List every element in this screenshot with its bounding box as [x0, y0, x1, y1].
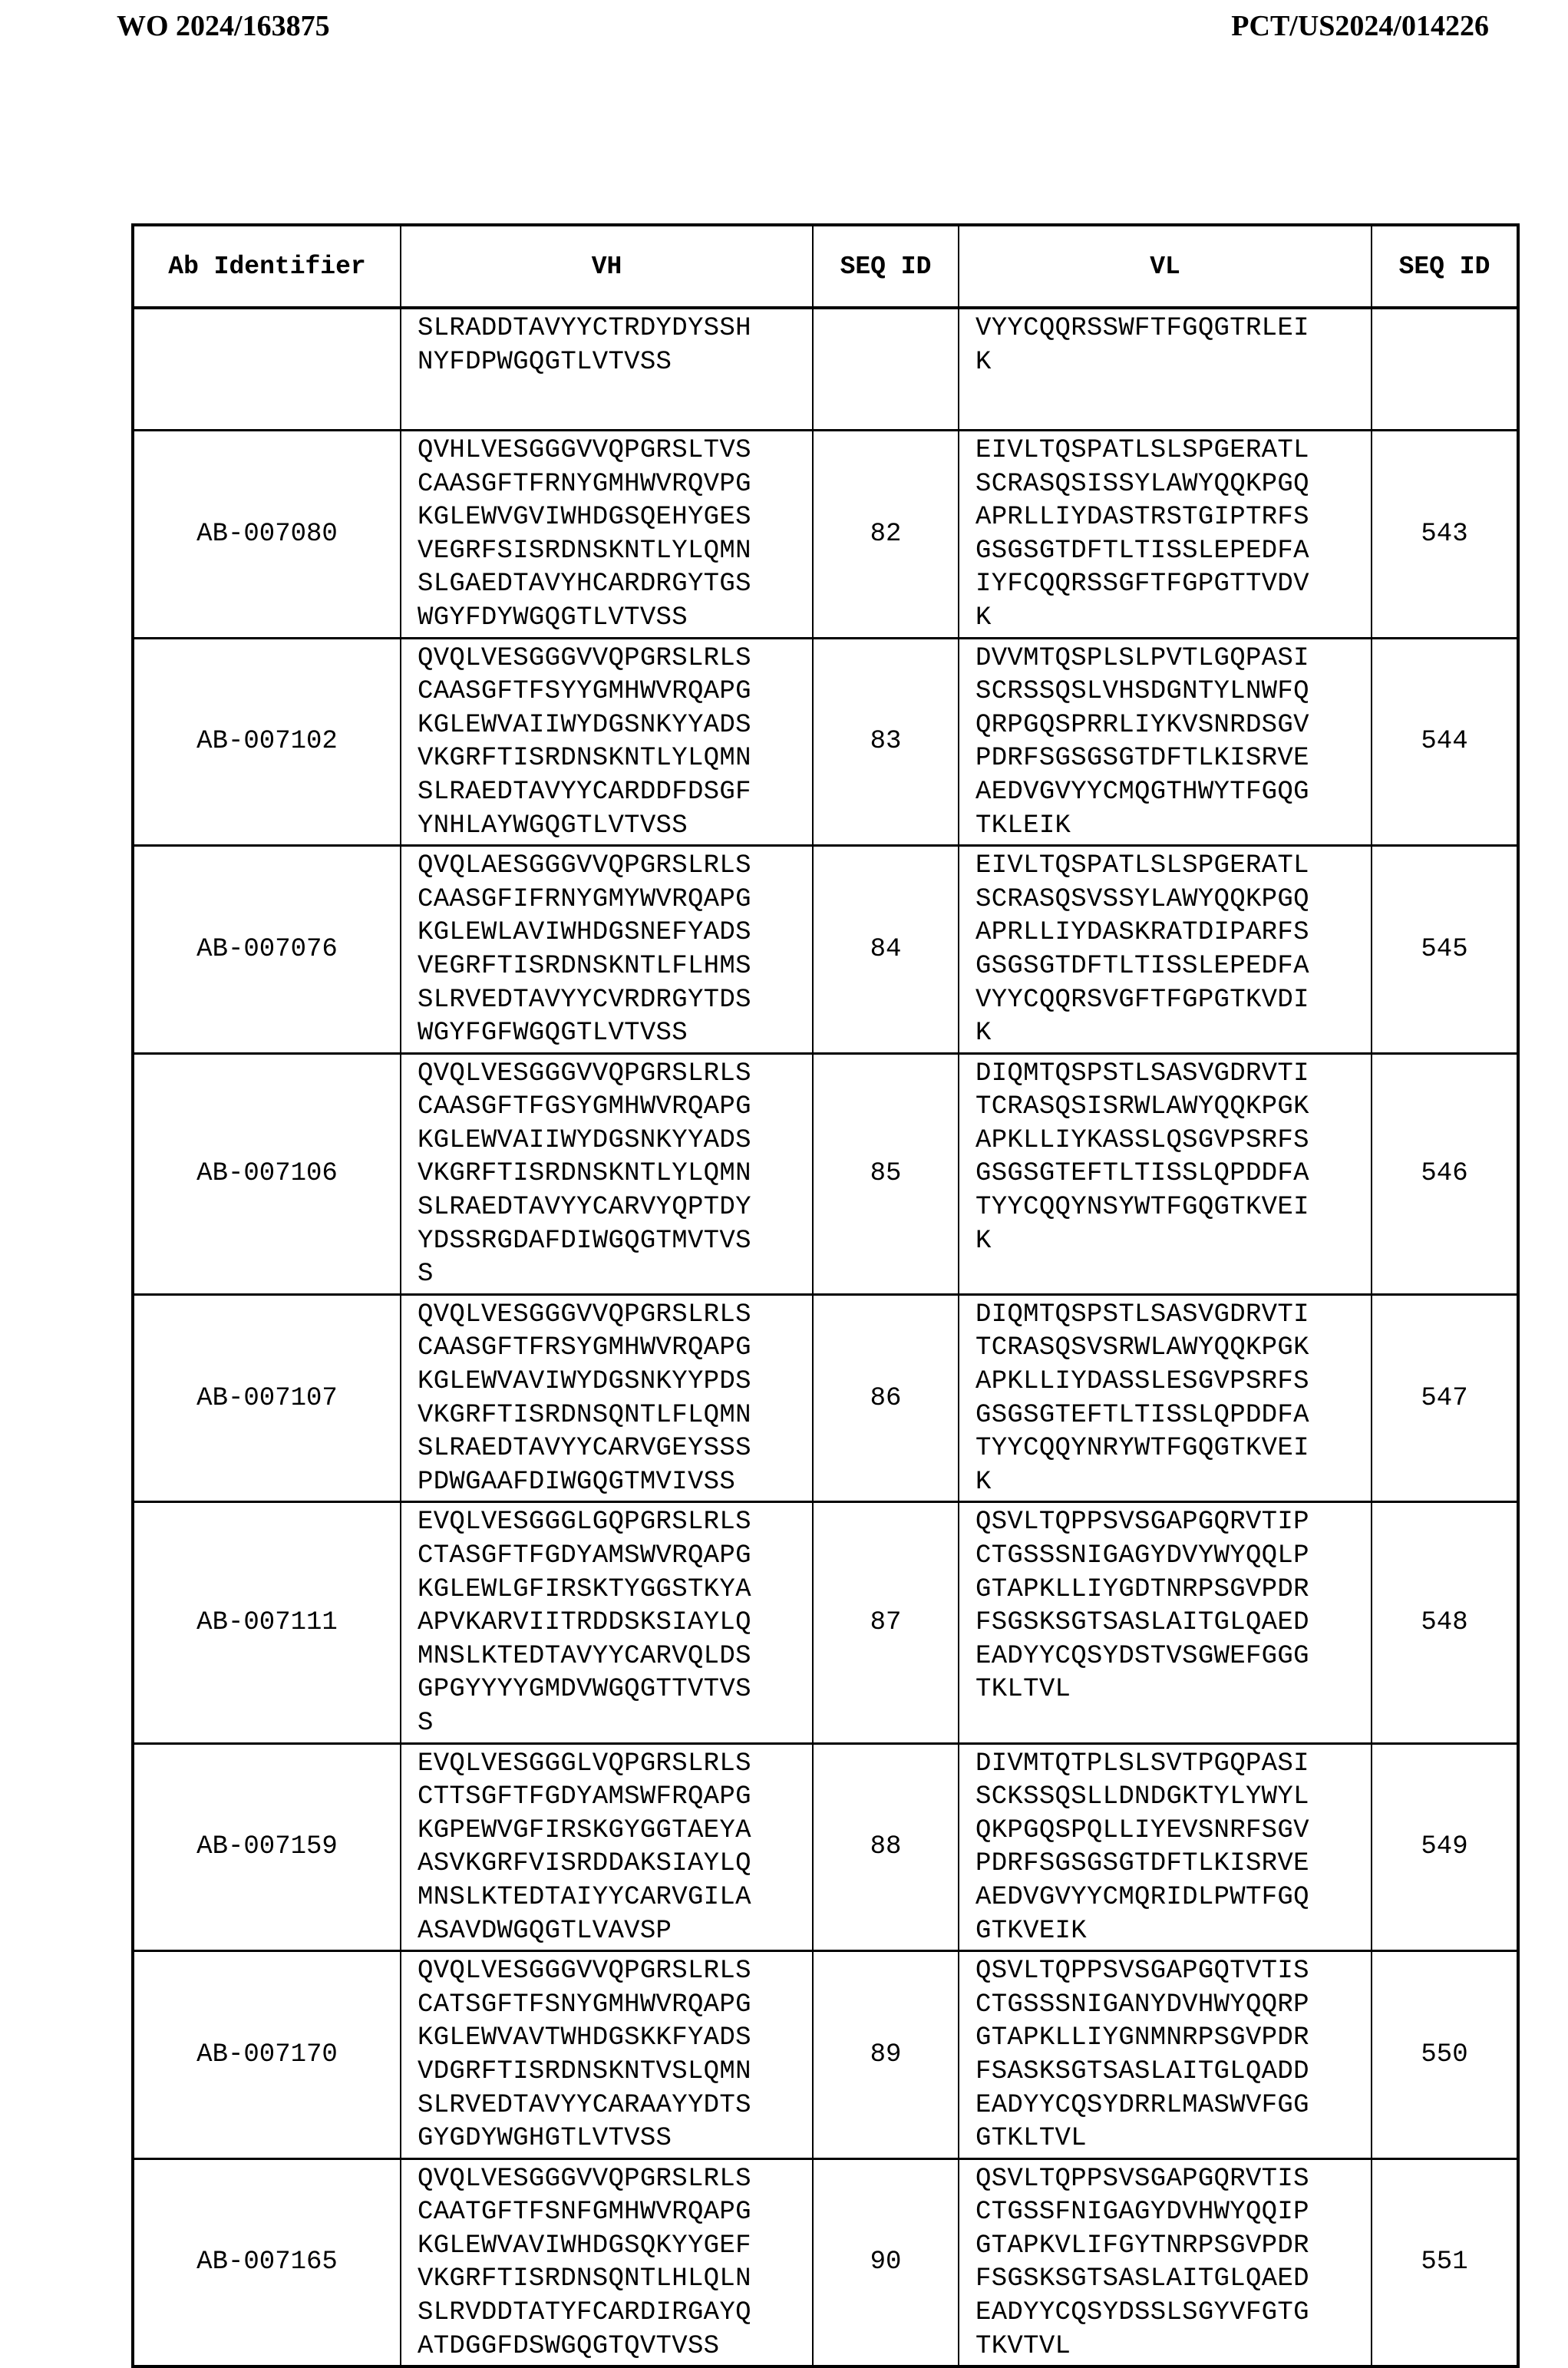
sequence-line: K — [975, 1225, 1371, 1259]
table-row — [133, 1053, 1518, 1294]
sequence-line: MNSLKTEDTAIYYCARVGILA — [418, 1881, 812, 1915]
sequence-line: CAASGFTFSYYGMHWVRQAPG — [418, 675, 812, 709]
table-header-row — [133, 225, 1518, 308]
sequence-line: VKGRFTISRDNSKNTLYLQMN — [418, 742, 812, 776]
vh-sequence-cell — [401, 2158, 813, 2366]
sequence-line: VKGRFTISRDNSQNTLHLQLN — [418, 2263, 812, 2297]
vh-seq-id-cell: 84 — [813, 846, 959, 1054]
vl-sequence-cell — [959, 1502, 1372, 1743]
sequence-line: CAATGFTFSNFGMHWVRQAPG — [418, 2196, 812, 2230]
sequence-line: AEDVGVYYCMQGTHWYTFGQG — [975, 776, 1371, 810]
vl-seq-id-cell: 544 — [1372, 638, 1518, 846]
sequence-line: YNHLAYWGQGTLVTVSS — [418, 810, 812, 844]
vh-sequence-cell — [401, 1294, 813, 1502]
sequence-line: PDWGAAFDIWGQGTMVIVSS — [418, 1466, 812, 1500]
vl-sequence-cell — [959, 1743, 1372, 1951]
table-row — [133, 308, 1518, 431]
sequence-line: SLRAEDTAVYYCARVYQPTDY — [418, 1191, 812, 1225]
sequence-line: QSVLTQPPSVSGAPGQTVTIS — [975, 1955, 1371, 1989]
vh-sequence-cell — [401, 1502, 813, 1743]
sequence-line: QVQLVESGGGVVQPGRSLRLS — [418, 1299, 812, 1333]
vh-sequence-cell — [401, 431, 813, 639]
sequence-line: CATSGFTFSNYGMHWVRQAPG — [418, 1989, 812, 2023]
ab-identifier-cell: AB-007080 — [133, 431, 401, 639]
sequence-line: APRLLIYDASTRSTGIPTRFS — [975, 501, 1371, 535]
sequence-line: CTGSSSNIGAGYDVYWYQQLP — [975, 1540, 1371, 1574]
sequence-line: EADYYCQSYDSSLSGYVFGTG — [975, 2297, 1371, 2330]
publication-number: WO 2024/163875 — [117, 9, 330, 43]
sequence-line: KGLEWVAIIWYDGSNKYYADS — [418, 1125, 812, 1158]
sequence-line: K — [975, 1017, 1371, 1051]
sequence-line: EADYYCQSYDRRLMASWVFGG — [975, 2089, 1371, 2123]
sequence-line: DIQMTQSPSTLSASVGDRVTI — [975, 1058, 1371, 1092]
sequence-line: MNSLKTEDTAVYYCARVQLDS — [418, 1640, 812, 1674]
sequence-line: SCRASQSISSYLAWYQQKPGQ — [975, 468, 1371, 502]
sequence-line: KGLEWLGFIRSKTYGGSTKYA — [418, 1574, 812, 1607]
vh-sequence-cell — [401, 308, 813, 431]
vh-sequence-cell — [401, 1053, 813, 1294]
sequence-line: KGLEWVGVIWHDGSQEHYGES — [418, 501, 812, 535]
sequence-line: CTGSSFNIGAGYDVHWYQQIP — [975, 2196, 1371, 2230]
sequence-line: QVQLVESGGGVVQPGRSLRLS — [418, 2163, 812, 2197]
table-row — [133, 1743, 1518, 1951]
sequence-line: SCRSSQSLVHSDGNTYLNWFQ — [975, 675, 1371, 709]
sequence-line: TKLEIK — [975, 810, 1371, 844]
sequence-line: EVQLVESGGGLVQPGRSLRLS — [418, 1748, 812, 1782]
sequence-line: K — [975, 346, 1371, 380]
sequence-line: GTAPKLLIYGDTNRPSGVPDR — [975, 1574, 1371, 1607]
table-body — [133, 308, 1518, 2366]
sequence-line: K — [975, 602, 1371, 636]
table-row — [133, 1502, 1518, 1743]
vl-sequence-cell — [959, 308, 1372, 431]
sequence-line: SCRASQSVSSYLAWYQQKPGQ — [975, 883, 1371, 917]
sequence-line: KGLEWVAVTWHDGSKKFYADS — [418, 2022, 812, 2056]
sequence-line: QSVLTQPPSVSGAPGQRVTIP — [975, 1506, 1371, 1540]
vh-seq-id-cell: 87 — [813, 1502, 959, 1743]
vh-seq-id-cell: 89 — [813, 1951, 959, 2159]
vh-seq-id-cell: 88 — [813, 1743, 959, 1951]
sequence-line: QVHLVESGGGVVQPGRSLTVS — [418, 434, 812, 468]
vl-sequence-cell — [959, 1951, 1372, 2159]
sequence-line: K — [975, 1466, 1371, 1500]
sequence-line: QVQLVESGGGVVQPGRSLRLS — [418, 1955, 812, 1989]
sequence-line: GTKLTVL — [975, 2122, 1371, 2156]
sequence-line: CTTSGFTFGDYAMSWFRQAPG — [418, 1781, 812, 1815]
sequence-line: GPGYYYYGMDVWGQGTTVTVS — [418, 1673, 812, 1707]
sequence-line: APKLLIYKASSLQSGVPSRFS — [975, 1125, 1371, 1158]
vl-seq-id-cell: 548 — [1372, 1502, 1518, 1743]
sequence-line: SLRAEDTAVYYCARDDFDSGF — [418, 776, 812, 810]
ab-identifier-cell: AB-007165 — [133, 2158, 401, 2366]
sequence-line: GSGSGTEFTLTISSLQPDDFA — [975, 1399, 1371, 1433]
sequence-line: TYYCQQYNRYWTFGQGTKVEI — [975, 1432, 1371, 1466]
ab-identifier-cell: AB-007102 — [133, 638, 401, 846]
sequence-line: QVQLVESGGGVVQPGRSLRLS — [418, 1058, 812, 1092]
vl-seq-id-cell: 545 — [1372, 846, 1518, 1054]
sequence-line: EIVLTQSPATLSLSPGERATL — [975, 434, 1371, 468]
vl-seq-id-cell — [1372, 308, 1518, 431]
vl-seq-id-cell: 550 — [1372, 1951, 1518, 2159]
vl-sequence-cell — [959, 846, 1372, 1054]
sequence-line: IYFCQQRSSGFTFGPGTTVDV — [975, 568, 1371, 602]
sequence-line: TCRASQSISRWLAWYQQKPGK — [975, 1091, 1371, 1125]
sequence-line: TCRASQSVSRWLAWYQQKPGK — [975, 1332, 1371, 1366]
sequence-line: CAASGFTFGSYGMHWVRQAPG — [418, 1091, 812, 1125]
sequence-line: VKGRFTISRDNSKNTLYLQMN — [418, 1158, 812, 1191]
sequence-line: VEGRFTISRDNSKNTLFLHMS — [418, 950, 812, 984]
sequence-line: EIVLTQSPATLSLSPGERATL — [975, 850, 1371, 883]
sequence-line: KGLEWVAIIWYDGSNKYYADS — [418, 709, 812, 743]
vl-sequence-cell — [959, 1294, 1372, 1502]
ab-identifier-cell: AB-007111 — [133, 1502, 401, 1743]
column-header-vl: VL — [959, 225, 1372, 308]
sequence-line: VDGRFTISRDNSKNTVSLQMN — [418, 2056, 812, 2089]
column-header-vl-seq-id: SEQ ID — [1372, 225, 1518, 308]
vh-sequence-cell — [401, 1951, 813, 2159]
column-header-vh-seq-id: SEQ ID — [813, 225, 959, 308]
table-row — [133, 638, 1518, 846]
sequence-line: GSGSGTEFTLTISSLQPDDFA — [975, 1158, 1371, 1191]
ab-identifier-cell: AB-007076 — [133, 846, 401, 1054]
sequence-line: DVVMTQSPLSLPVTLGQPASI — [975, 642, 1371, 676]
sequence-line: QKPGQSPQLLIYEVSNRFSGV — [975, 1815, 1371, 1848]
sequence-line: GTAPKVLIFGYTNRPSGVPDR — [975, 2230, 1371, 2264]
vh-seq-id-cell — [813, 308, 959, 431]
sequence-line: SLRADDTAVYYCTRDYDYSSH — [418, 312, 812, 346]
sequence-line: EVQLVESGGGLGQPGRSLRLS — [418, 1506, 812, 1540]
sequence-line: QSVLTQPPSVSGAPGQRVTIS — [975, 2163, 1371, 2197]
sequence-line: S — [418, 1258, 812, 1292]
sequence-line: QVQLVESGGGVVQPGRSLRLS — [418, 642, 812, 676]
sequence-line: KGLEWVAVIWHDGSQKYYGEF — [418, 2230, 812, 2264]
sequence-line: APKLLIYDASSLESGVPSRFS — [975, 1366, 1371, 1399]
vl-seq-id-cell: 549 — [1372, 1743, 1518, 1951]
column-header-ab-identifier: Ab Identifier — [133, 225, 401, 308]
sequence-line: GTAPKLLIYGNMNRPSGVPDR — [975, 2022, 1371, 2056]
sequence-line: PDRFSGSGSGTDFTLKISRVE — [975, 742, 1371, 776]
ab-identifier-cell: AB-007159 — [133, 1743, 401, 1951]
sequence-line: GYGDYWGHGTLVTVSS — [418, 2122, 812, 2156]
table-row — [133, 2158, 1518, 2366]
table-row — [133, 431, 1518, 639]
sequence-line: SLGAEDTAVYHCARDRGYTGS — [418, 568, 812, 602]
sequence-line: APRLLIYDASKRATDIPARFS — [975, 916, 1371, 950]
vl-seq-id-cell: 551 — [1372, 2158, 1518, 2366]
vl-sequence-cell — [959, 431, 1372, 639]
sequence-line: ASAVDWGQGTLVAVSP — [418, 1915, 812, 1949]
sequence-line: VEGRFSISRDNSKNTLYLQMN — [418, 535, 812, 569]
sequence-line: KGLEWLAVIWHDGSNEFYADS — [418, 916, 812, 950]
sequence-line: VKGRFTISRDNSQNTLFLQMN — [418, 1399, 812, 1433]
sequence-line: QVQLAESGGGVVQPGRSLRLS — [418, 850, 812, 883]
sequence-line: EADYYCQSYDSTVSGWEFGGG — [975, 1640, 1371, 1674]
vh-sequence-cell — [401, 1743, 813, 1951]
vl-seq-id-cell: 543 — [1372, 431, 1518, 639]
sequence-line: S — [418, 1707, 812, 1741]
sequence-line: SLRVEDTAVYYCARAAYYDTS — [418, 2089, 812, 2123]
vh-seq-id-cell: 90 — [813, 2158, 959, 2366]
sequence-line: CTGSSSNIGANYDVHWYQQRP — [975, 1989, 1371, 2023]
sequence-line: GSGSGTDFTLTISSLEPEDFA — [975, 535, 1371, 569]
sequence-line: QRPGQSPRRLIYKVSNRDSGV — [975, 709, 1371, 743]
sequence-line: APVKARVIITRDDSKSIAYLQ — [418, 1607, 812, 1640]
ab-identifier-cell: AB-007170 — [133, 1951, 401, 2159]
vl-seq-id-cell: 546 — [1372, 1053, 1518, 1294]
sequence-line: VYYCQQRSVGFTFGPGTKVDI — [975, 984, 1371, 1018]
sequence-line: KGPEWVGFIRSKGYGGTAEYA — [418, 1815, 812, 1848]
vl-sequence-cell — [959, 638, 1372, 846]
sequence-line: SLRAEDTAVYYCARVGEYSSS — [418, 1432, 812, 1466]
sequence-line: DIQMTQSPSTLSASVGDRVTI — [975, 1299, 1371, 1333]
sequence-line: GSGSGTDFTLTISSLEPEDFA — [975, 950, 1371, 984]
ab-identifier-cell: AB-007106 — [133, 1053, 401, 1294]
sequence-line: VYYCQQRSSWFTFGQGTRLEI — [975, 312, 1371, 346]
sequence-line: AEDVGVYYCMQRIDLPWTFGQ — [975, 1881, 1371, 1915]
sequence-line: SLRVDDTATYFCARDIRGAYQ — [418, 2297, 812, 2330]
sequence-line: TKVTVL — [975, 2330, 1371, 2364]
sequence-line: KGLEWVAVIWYDGSNKYYPDS — [418, 1366, 812, 1399]
sequence-line: SCKSSQSLLDNDGKTYLYWYL — [975, 1781, 1371, 1815]
sequence-line: SLRVEDTAVYYCVRDRGYTDS — [418, 984, 812, 1018]
sequence-line: CAASGFTFRSYGMHWVRQAPG — [418, 1332, 812, 1366]
sequence-line: ASVKGRFVISRDDAKSIAYLQ — [418, 1848, 812, 1881]
vh-sequence-cell — [401, 638, 813, 846]
sequence-line: FSGSKSGTSASLAITGLQAED — [975, 1607, 1371, 1640]
sequence-line: CAASGFIFRNYGMYWVRQAPG — [418, 883, 812, 917]
sequence-line: DIVMTQTPLSLSVTPGQPASI — [975, 1748, 1371, 1782]
sequence-line: FSGSKSGTSASLAITGLQAED — [975, 2263, 1371, 2297]
sequence-line: PDRFSGSGSGTDFTLKISRVE — [975, 1848, 1371, 1881]
vl-seq-id-cell: 547 — [1372, 1294, 1518, 1502]
column-header-vh: VH — [401, 225, 813, 308]
vh-seq-id-cell: 83 — [813, 638, 959, 846]
table-row — [133, 1294, 1518, 1502]
sequence-line: TKLTVL — [975, 1673, 1371, 1707]
antibody-sequence-table — [131, 223, 1520, 2368]
vl-sequence-cell — [959, 1053, 1372, 1294]
sequence-line: WGYFGFWGQGTLVTVSS — [418, 1017, 812, 1051]
sequence-line: TYYCQQYNSYWTFGQGTKVEI — [975, 1191, 1371, 1225]
vh-seq-id-cell: 86 — [813, 1294, 959, 1502]
table-row — [133, 1951, 1518, 2159]
vl-sequence-cell — [959, 2158, 1372, 2366]
sequence-line: YDSSRGDAFDIWGQGTMVTVS — [418, 1225, 812, 1259]
sequence-line: FSASKSGTSASLAITGLQADD — [975, 2056, 1371, 2089]
sequence-line: CTASGFTFGDYAMSWVRQAPG — [418, 1540, 812, 1574]
vh-sequence-cell — [401, 846, 813, 1054]
table-row — [133, 846, 1518, 1054]
ab-identifier-cell: AB-007107 — [133, 1294, 401, 1502]
vh-seq-id-cell: 85 — [813, 1053, 959, 1294]
vh-seq-id-cell: 82 — [813, 431, 959, 639]
ab-identifier-cell — [133, 308, 401, 431]
sequence-line: GTKVEIK — [975, 1915, 1371, 1949]
sequence-line: WGYFDYWGQGTLVTVSS — [418, 602, 812, 636]
sequence-line: CAASGFTFRNYGMHWVRQVPG — [418, 468, 812, 502]
sequence-line: ATDGGFDSWGQGTQVTVSS — [418, 2330, 812, 2364]
application-number: PCT/US2024/014226 — [1231, 9, 1489, 43]
sequence-line: NYFDPWGQGTLVTVSS — [418, 346, 812, 380]
